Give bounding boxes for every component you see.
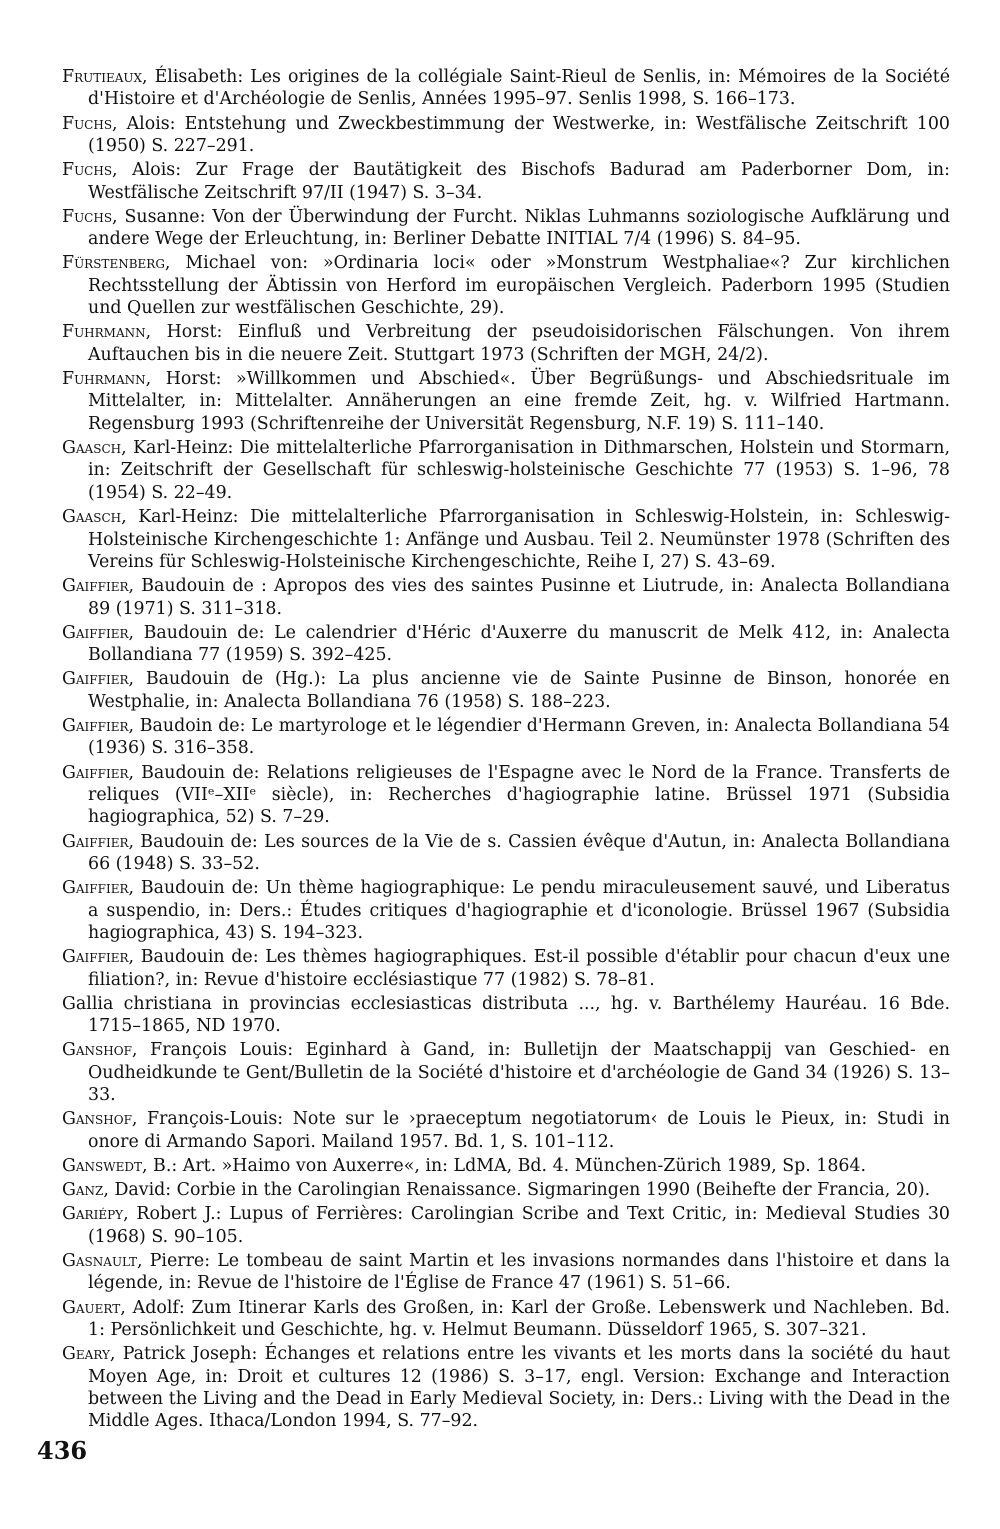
bibliography-page — [62, 66, 950, 1435]
bibliography-entry — [62, 1155, 950, 1177]
bibliography-entry — [62, 113, 950, 158]
entry-text: François-Louis: Note sur le ›praeceptum negotiatorum‹ de Louis le Pieux, in: Studi in onore di Armando Sapori. Mailand 1957. Bd. 1, S. 101–112. — [88, 1109, 950, 1152]
bibliography-entry — [62, 575, 950, 620]
bibliography-entry — [62, 622, 950, 667]
entry-text: Alois: Entstehung und Zweckbestimmung der Westwerke, in: Westfälische Zeitschrift 100 (1950) S. 227–291. — [88, 113, 950, 157]
entry-author: Gauert, — [62, 1297, 126, 1318]
bibliography-entry — [62, 993, 950, 1038]
bibliography-entry — [62, 877, 950, 944]
entry-author: Fuhrmann, — [62, 322, 152, 343]
entry-author: Gaiffier, — [62, 715, 135, 736]
entry-text: Karl-Heinz: Die mittelalterliche Pfarrorganisation in Dithmarschen, Holstein und Stormarn, in: Zeitschrift der Gesellschaft für schleswig-holsteinische Geschichte 77 (1953) S. 1–96, 78 (1954) S. 22–49. — [88, 438, 950, 503]
entry-text: Élisabeth: Les origines de la collégiale Saint-Rieul de Senlis, in: Mémoires de la Société d'Histoire et d'Archéologie de Senlis, Années 1995–97. Senlis 1998, S. 166–173. — [88, 67, 950, 110]
entry-author: Ganswedt, — [62, 1156, 148, 1177]
entry-text: Robert J.: Lupus of Ferrières: Carolingian Scribe and Text Critic, in: Medieval Studies 30 (1968) S. 90–105. — [88, 1204, 950, 1247]
entry-text: Baudouin de: Relations religieuses de l'Espagne avec le Nord de la France. Transferts de reliques (VIIᵉ–XIIᵉ siècle), in: Recherches d'hagiographie latine. Brüssel 1971 (Subsidia hagiographica, 52) S. 7–29. — [88, 762, 950, 828]
bibliography-entry — [62, 1203, 950, 1248]
entry-text: David: Corbie in the Carolingian Renaissance. Sigmaringen 1990 (Beihefte der Francia, 20). — [108, 1180, 931, 1201]
entry-text: Horst: »Willkommen und Abschied«. Über Begrüßungs- und Abschiedsrituale im Mittelalter, in: Mittelalter. Annäherungen an eine fremde Zeit, hg. v. Wilfried Hartmann. Regensburg 1993 (Schriftenreihe der Universität Regensburg, N.F. 19) S. 111–140. — [88, 369, 950, 434]
entry-author: Ganshof, — [62, 1109, 138, 1130]
bibliography-entry — [62, 1343, 950, 1433]
bibliography-entry — [62, 1297, 950, 1342]
entry-text: Patrick Joseph: Échanges et relations entre les vivants et les morts dans la société du haut Moyen Age, in: Droit et cultures 12 (1986) S. 3–17, engl. Version: Exchange and Interaction between the Living and the Dead in Early Medieval Society, in: Ders.: Living with the Dead in the Middle Ages. Ithaca/London 1994, S. 77–92. — [88, 1344, 950, 1432]
bibliography-entry — [62, 1108, 950, 1153]
bibliography-entry — [62, 668, 950, 713]
entry-text: Baudouin de: Un thème hagiographique: Le pendu miraculeusement sauvé, und Liberatus a suspendio, in: Ders.: Études critiques d'hagiographie et d'iconologie. Brüssel 1967 (Subsidia hagiographica, 43) S. 194–323. — [88, 878, 950, 943]
entry-text: Baudouin de: Les sources de la Vie de s. Cassien évêque d'Autun, in: Analecta Bollandiana 66 (1948) S. 33–52. — [88, 831, 950, 874]
bibliography-entry — [62, 1039, 950, 1106]
entry-author: Frutieaux, — [62, 67, 148, 87]
entry-author: Gaiffier, — [62, 762, 135, 783]
entry-text: Michael von: »Ordinaria loci« oder »Monstrum Westphaliae«? Zur kirchlichen Rechtsstellung der Äbtissin von Herford im europäischen Vergleich. Paderborn 1995 (Studien und Quellen zur westfälischen Geschichte, 29). — [88, 253, 950, 319]
entry-text: B.: Art. »Haimo von Auxerre«, in: LdMA, Bd. 4. München-Zürich 1989, Sp. 1864. — [147, 1156, 867, 1177]
entry-author: Ganshof, — [62, 1040, 138, 1061]
bibliography-entry — [62, 946, 950, 991]
bibliography-entry — [62, 368, 950, 435]
entry-author: Gaiffier, — [62, 669, 135, 690]
bibliography-entry — [62, 831, 950, 876]
entry-author: Gaiffier, — [62, 831, 135, 852]
page-number: 436 — [37, 1436, 88, 1465]
entry-author: Gaiffier, — [62, 947, 135, 968]
bibliography-entry — [62, 437, 950, 504]
entry-text: Horst: Einfluß und Verbreitung der pseudoisidorischen Fälschungen. Von ihrem Auftauchen bis in die neuere Zeit. Stuttgart 1973 (Schriften der MGH, 24/2). — [88, 322, 950, 365]
entry-author: Fuchs, — [62, 160, 118, 181]
entry-author: Gaiffier, — [62, 576, 135, 597]
bibliography-entry — [62, 206, 950, 251]
entry-text: Baudouin de: Le calendrier d'Héric d'Auxerre du manuscrit de Melk 412, in: Analecta Bollandiana 77 (1959) S. 392–425. — [88, 622, 950, 666]
entry-text: Gallia christiana in provincias ecclesiasticas distributa ..., hg. v. Barthélemy Hauréau. 16 Bde. 1715–1865, ND 1970. — [62, 993, 950, 1037]
entry-author: Gaiffier, — [62, 622, 135, 643]
entry-author: Gasnault, — [62, 1251, 143, 1272]
entry-text: Baudouin de (Hg.): La plus ancienne vie de Sainte Pusinne de Binson, honorée en Westphalie, in: Analecta Bollandiana 76 (1958) S. 188–223. — [88, 669, 950, 712]
entry-author: Fuchs, — [62, 206, 118, 227]
bibliography-entry — [62, 252, 950, 319]
entry-text: Adolf: Zum Itinerar Karls des Großen, in: Karl der Große. Lebenswerk und Nachleben. Bd. 1: Persönlichkeit und Geschichte, hg. v. Helmut Beumann. Düsseldorf 1965, S. 307–321. — [88, 1297, 950, 1341]
entry-author: Gaasch, — [62, 438, 127, 459]
entry-author: Gariépy, — [62, 1204, 129, 1225]
entry-text: Baudoin de: Le martyrologe et le légendier d'Hermann Greven, in: Analecta Bollandiana 54 (1936) S. 316–358. — [88, 715, 950, 759]
bibliography-entry — [62, 506, 950, 573]
entry-author: Gaiffier, — [62, 878, 135, 899]
entry-text: Pierre: Le tombeau de saint Martin et les invasions normandes dans l'histoire et dans la légende, in: Revue de l'histoire de l'Église de France 47 (1961) S. 51–66. — [88, 1251, 950, 1294]
bibliography-entry — [62, 66, 950, 111]
bibliography-entry — [62, 762, 950, 829]
entry-author: Gaasch, — [62, 507, 127, 528]
bibliography-entry — [62, 715, 950, 760]
entry-author: Fuchs, — [62, 113, 118, 134]
entry-text: Susanne: Von der Überwindung der Furcht. Niklas Luhmanns soziologische Aufklärung und andere Wege der Erleuchtung, in: Berliner Debatte INITIAL 7/4 (1996) S. 84–95. — [88, 206, 950, 250]
entry-author: Fürstenberg, — [62, 253, 171, 274]
entry-text: Alois: Zur Frage der Bautätigkeit des Bischofs Badurad am Paderborner Dom, in: Westfälische Zeitschrift 97/II (1947) S. 3–34. — [88, 160, 950, 203]
entry-author: Ganz, — [62, 1180, 109, 1201]
entry-author: Fuhrmann, — [62, 369, 152, 390]
bibliography-entry — [62, 321, 950, 366]
bibliography-entry — [62, 159, 950, 204]
entry-text: François Louis: Eginhard à Gand, in: Bulletijn der Maatschappij van Geschied- en Oudheidkunde te Gent/Bulletin de la Société d'histoire et d'archéologie de Gand 34 (1926) S. 13–33. — [88, 1040, 950, 1106]
entry-text: Baudouin de : Apropos des vies des saintes Pusinne et Liutrude, in: Analecta Bollandiana 89 (1971) S. 311–318. — [88, 576, 950, 619]
entry-text: Karl-Heinz: Die mittelalterliche Pfarrorganisation in Schleswig-Holstein, in: Schleswig-Holsteinische Kirchengeschichte 1: Anfänge und Ausbau. Teil 2. Neumünster 1978 (Schriften des Vereins für Schleswig-Holsteinische Kirchengeschichte, Reihe I, 27) S. 43–69. — [88, 507, 950, 572]
bibliography-entry — [62, 1179, 950, 1201]
entry-text: Baudouin de: Les thèmes hagiographiques. Est-il possible d'établir pour chacun d'eux une filiation?, in: Revue d'histoire ecclésiastique 77 (1982) S. 78–81. — [88, 947, 950, 990]
entry-author: Geary, — [62, 1344, 116, 1365]
bibliography-entry — [62, 1250, 950, 1295]
